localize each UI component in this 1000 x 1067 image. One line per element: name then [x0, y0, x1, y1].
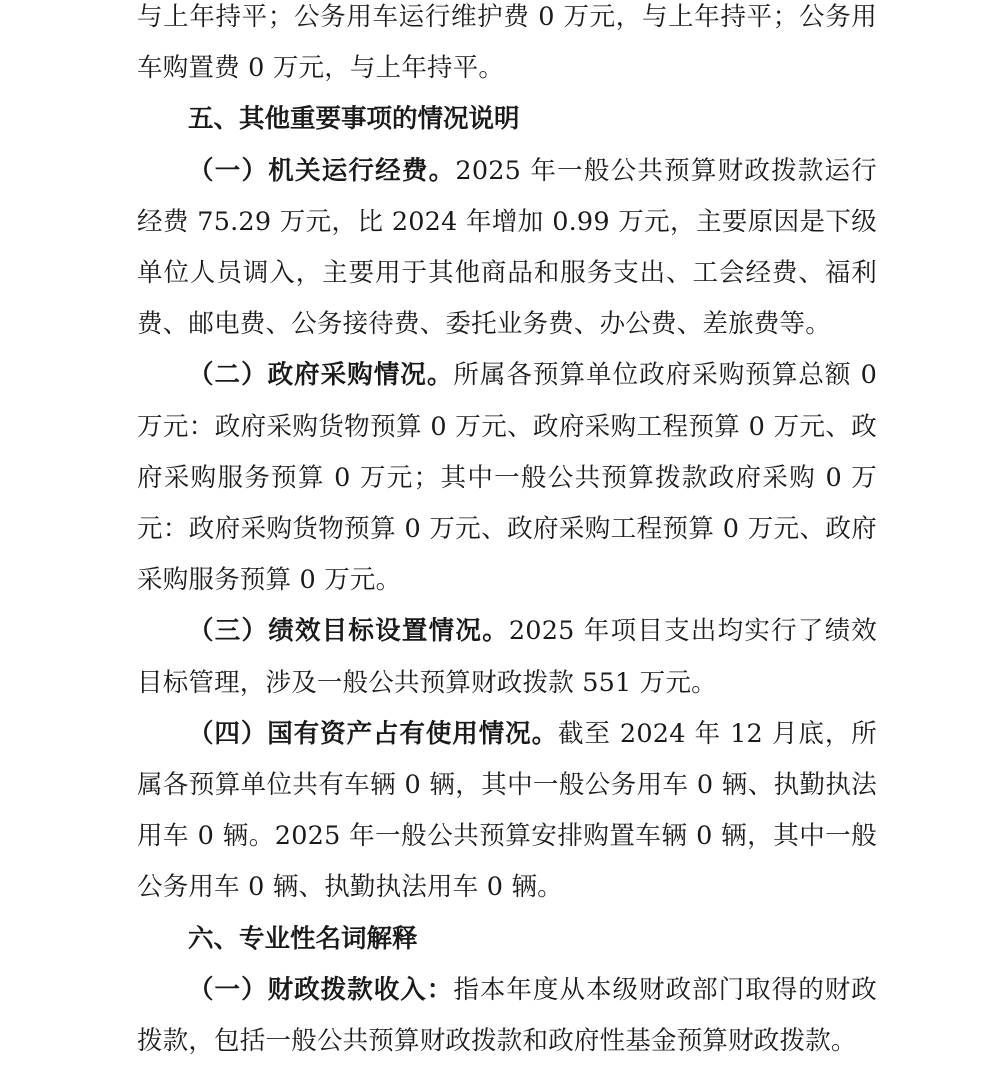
paragraph-operating-funds — [137, 146, 877, 351]
paragraph-fiscal-appropriation — [137, 965, 877, 1067]
item-lead-state-assets: （四）国有资产占有使用情况。 — [188, 718, 559, 749]
term-lead-fiscal-appropriation: （一）财政拨款收入： — [188, 974, 454, 1005]
item-lead-procurement: （二）政府采购情况。 — [188, 360, 454, 391]
document-page — [137, 0, 877, 1067]
item-lead-operating-funds: （一）机关运行经费。 — [188, 155, 456, 186]
item-body-state-assets: 截至 2024 年 12 月底，所属各预算单位共有车辆 0 辆，其中一般公务用车 0 辆、执勤执法用车 0 辆。2025 年一般公共预算安排购置车辆 0 辆，其中一般公务用车 0 辆、执勤执法用车 0 辆。 — [137, 718, 877, 903]
paragraph-continued: 与上年持平；公务用车运行维护费 0 万元，与上年持平；公务用车购置费 0 万元，与上年持平。 — [137, 2, 877, 84]
item-lead-performance-targets: （三）绩效目标设置情况。 — [188, 616, 509, 647]
section-heading-other-matters: 五、其他重要事项的情况说明 — [188, 104, 520, 135]
paragraph-procurement — [137, 350, 877, 606]
item-body-performance-targets: 2025 年项目支出均实行了绩效目标管理，涉及一般公共预算财政拨款 551 万元。 — [137, 616, 878, 698]
item-body-procurement: 所属各预算单位政府采购预算总额 0 万元：政府采购货物预算 0 万元、政府采购工程预算 0 万元、政府采购服务预算 0 万元；其中一般公共预算拨款政府采购 0 万元：政府采购货物预算 0 万元、政府采购工程预算 0 万元、政府采购服务预算 0 万元。 — [137, 360, 877, 596]
item-body-operating-funds: 2025 年一般公共预算财政拨款运行经费 75.29 万元，比 2024 年增加 0.99 万元，主要原因是下级单位人员调入，主要用于其他商品和服务支出、工会经费、福利费、邮电费、公务接待费、委托业务费、办公费、差旅费等。 — [137, 155, 877, 340]
term-body-fiscal-appropriation: 指本年度从本级财政部门取得的财政拨款，包括一般公共预算财政拨款和政府性基金预算财政拨款。 — [137, 974, 877, 1057]
paragraph-performance-targets — [137, 606, 877, 708]
paragraph-state-assets — [137, 709, 877, 914]
section-heading-glossary: 六、专业性名词解释 — [188, 923, 418, 954]
